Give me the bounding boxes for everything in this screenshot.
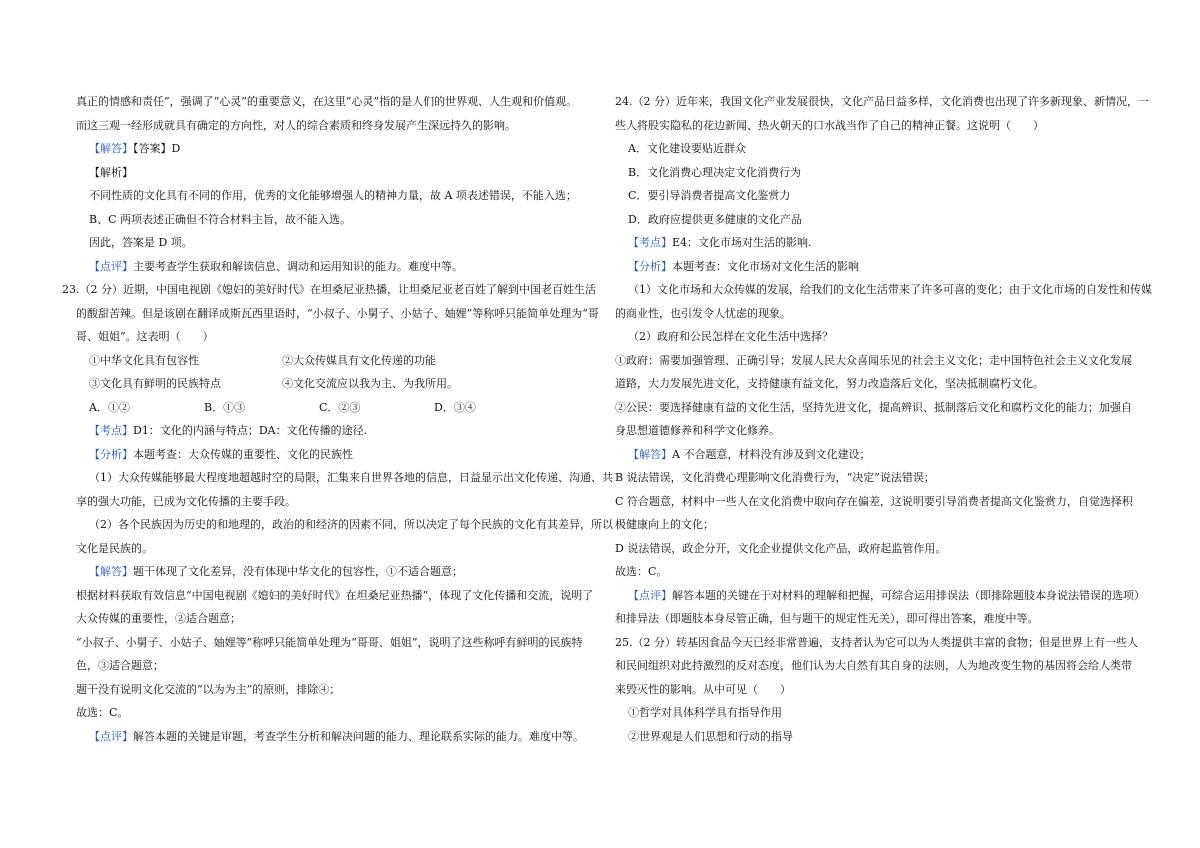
q23-stem-3: 哥、姐姐”。这表明（ ） <box>76 330 214 343</box>
q23-choice-c: C．②③ <box>319 400 361 414</box>
q23-option-2: ②大众传媒具有文化传递的功能 <box>282 353 436 367</box>
q23-jieda <box>76 560 586 584</box>
q24-jieda <box>615 443 1130 467</box>
comment-text: 解答本题的关键是审题，考查学生分析和解决问题的能力、理论联系实际的能力。难度中等。 <box>133 729 584 743</box>
q23-fenxi <box>76 443 586 467</box>
q24-fenxi-3a: ①政府：需要加强管理、正确引导；发展人民大众喜闻乐见的社会主义文化；走中国特色社会主义文化发展 <box>615 353 1132 367</box>
comment-tag: 【点评】 <box>89 729 133 743</box>
q24-jieda-4: D 说法错误，政企分开，文化企业提供文化产品，政府起监管作用。 <box>615 541 947 555</box>
analysis-tag: 【分析】 <box>628 259 672 273</box>
analysis-text: 本题考查：文化市场对文化生活的影响 <box>672 259 859 273</box>
q23-jieda-2b: 大众传媒的重要性，②适合题意； <box>76 612 241 625</box>
q23-point <box>76 419 586 443</box>
q22-analysis-3: 因此，答案是 D 项。 <box>89 236 193 249</box>
analysis-text: 本题考查：大众传媒的重要性、文化的民族性 <box>133 447 353 461</box>
q24-choice-b: B．文化消费心理决定文化消费行为 <box>628 165 802 179</box>
q23-fenxi-2b: 文化是民族的。 <box>76 541 153 555</box>
solution-tag: 【解答】 <box>628 447 672 461</box>
q24-stem-1: 24.（2 分）近年来，我国文化产业发展很快，文化产品日益多样，文化消费也出现了许多新现象、新情况，一 <box>615 95 1149 108</box>
q24-fenxi-3b: 道路，大力发展先进文化，支持健康有益文化，努力改造落后文化，坚决抵制腐朽文化。 <box>615 377 1044 390</box>
q23-fenxi-1b: 享的强大功能，已成为文化传播的主要手段。 <box>76 494 296 508</box>
q23-option-1: ①中华文化具有包容性 <box>89 353 199 367</box>
q22-answer <box>76 137 586 161</box>
q24-jieda-2: B 说法错误，文化消费心理影响文化消费行为，“决定”说法错误； <box>615 471 935 484</box>
q22-tail-line-2: 而这三观一经形成就具有确定的方向性，对人的综合素质和终身发展产生深远持久的影响。 <box>76 118 516 132</box>
q24-point <box>615 231 1130 255</box>
q24-comment <box>615 584 1145 608</box>
point-text: E4：文化市场对生活的影响. <box>672 236 812 249</box>
q23-choice-b: B．①③ <box>204 400 246 414</box>
q25-stem-2: 和民间组织对此持激烈的反对态度，他们认为大自然有其自身的法则，人为地改变生物的基因将会给人类带 <box>615 659 1132 672</box>
comment-tag: 【点评】 <box>628 588 672 602</box>
q23-comment <box>76 725 586 749</box>
q22-analysis-title: 【解析】 <box>89 165 133 179</box>
answer-tag-2: 【答案】 <box>133 142 172 155</box>
q23-fenxi-1a: （1）大众传媒能够最大程度地超越时空的局限，汇集来自世界各地的信息，日益显示出文化传递、沟通、共 <box>89 471 613 484</box>
solution-text: 题干体现了文化差异，没有体现中华文化的包容性，①不适合题意； <box>133 565 463 578</box>
q23-jieda-2a: 根据材料获取有效信息“中国电视剧《媳妇的美好时代》在坦桑尼亚热播”，体现了文化传播和交流，说明了 <box>76 588 594 602</box>
q23-options-row-1 <box>76 349 586 373</box>
right-column <box>615 90 1152 748</box>
q25-option-1: ①哲学对具体科学具有指导作用 <box>628 706 782 719</box>
q24-choice-c: C．要引导消费者提高文化鉴赏力 <box>628 189 791 202</box>
q24-jieda-3a: C 符合题意，材料中一些人在文化消费中取向存在偏差，这说明要引导消费者提高文化鉴赏力，自觉选择积 <box>615 494 1133 508</box>
q24-fenxi-1a: （1）文化市场和大众传媒的发展，给我们的文化生活带来了许多可喜的变化；由于文化市场的自发性和传媒 <box>628 283 1152 296</box>
q25-option-2: ②世界观是人们思想和行动的指导 <box>628 729 793 743</box>
q23-options-row-2 <box>76 372 586 396</box>
q24-jieda-3b: 极健康向上的文化； <box>615 518 714 531</box>
q23-jieda-4: 题干没有说明文化交流的“以为为主”的原则，排除④； <box>76 682 341 696</box>
answer-tag: 【解答】 <box>89 142 133 155</box>
comment-text: 解答本题的关键在于对材料的理解和把握，可综合运用排误法（即排除题肢本身说法错误的选项） <box>672 588 1145 602</box>
q23-choice-d: D．③④ <box>434 400 476 414</box>
comment-text: 主要考查学生获取和解读信息、调动和运用知识的能力。难度中等。 <box>133 259 463 273</box>
comment-tag: 【点评】 <box>89 259 133 273</box>
q22-analysis-1: 不同性质的文化具有不同的作用，优秀的文化能够增强人的精神力量，故 A 项表述错误，不能入选； <box>89 189 577 202</box>
analysis-tag: 【分析】 <box>89 447 133 461</box>
q23-jieda-3b: 色，③适合题意； <box>76 659 164 672</box>
left-column <box>62 90 613 748</box>
point-tag: 【考点】 <box>628 236 672 249</box>
q24-fenxi <box>615 255 1130 279</box>
solution-tag: 【解答】 <box>89 565 133 578</box>
q23-option-4: ④文化交流应以我为主、为我所用。 <box>282 377 458 390</box>
q24-choice-d: D．政府应提供更多健康的文化产品 <box>628 212 802 226</box>
point-text: D1：文化的内涵与特点；DA：文化传播的途径. <box>133 424 368 437</box>
q22-comment <box>76 255 586 279</box>
q22-tail-line-1: 真正的情感和责任”，强调了“心灵”的重要意义，在这里“心灵”指的是人们的世界观、人生观和价值观。 <box>76 95 578 108</box>
point-tag: 【考点】 <box>89 424 133 437</box>
q24-fenxi-4a: ②公民：要选择健康有益的文化生活，坚持先进文化，提高辨识、抵制落后文化和腐朽文化的能力；加强自 <box>615 400 1132 414</box>
q23-option-3: ③文化具有鲜明的民族特点 <box>89 377 221 390</box>
q24-jieda-5: 故选：C。 <box>615 565 668 578</box>
q24-fenxi-2: （2）政府和公民怎样在文化生活中选择？ <box>628 330 833 343</box>
q23-fenxi-2a: （2）各个民族因为历史的和地理的，政治的和经济的因素不同，所以决定了每个民族的文化有其差异，所以 <box>89 518 613 531</box>
q23-choices <box>76 396 586 420</box>
q24-comment-2: 和排异法（即题肢本身尽管正确，但与题干的规定性无关），即可得出答案，难度中等。 <box>615 612 1039 625</box>
q23-choice-a: A．①② <box>89 400 130 414</box>
q24-stem-2: 些人将股实隐私的花边新闻、热火朝天的口水战当作了自己的精神正餐。这说明（ ） <box>615 118 1044 132</box>
answer-value: D <box>171 142 181 155</box>
q25-stem-1: 25.（2 分）转基因食品今天已经非常普遍，支持者认为它可以为人类提供丰富的食物；但是世界上有一些人 <box>615 635 1138 649</box>
q24-fenxi-1b: 的商业性，也引发令人忧虑的现象。 <box>615 306 791 320</box>
solution-text: A 不合题意，材料没有涉及到文化建设； <box>672 447 871 461</box>
q23-jieda-3a: “小叔子、小舅子、小姑子、妯娌等”称呼只能简单处理为“哥哥、姐姐”，说明了这些称呼有鲜明的民族特 <box>76 635 583 649</box>
q24-fenxi-4b: 身思想道德修养和科学文化修养。 <box>615 424 780 437</box>
q25-stem-3: 来毁灭性的影响。从中可见（ ） <box>615 682 791 696</box>
q22-analysis-2: B、C 两项表述正确但不符合材料主旨，故不能入选。 <box>89 212 351 226</box>
q23-stem-1: 23.（2 分）近期，中国电视剧《媳妇的美好时代》在坦桑尼亚热播，让坦桑尼亚老百姓了解到中国老百姓生活 <box>62 283 596 296</box>
q23-stem-2: 的酸甜苦辣。但是该剧在翻译成斯瓦西里语时，“小叔子、小舅子、小姑子、妯娌”等称呼只能简单处理为“哥 <box>76 306 599 320</box>
q24-choice-a: A．文化建设要贴近群众 <box>628 142 746 155</box>
q23-jieda-5: 故选：C。 <box>76 706 129 719</box>
